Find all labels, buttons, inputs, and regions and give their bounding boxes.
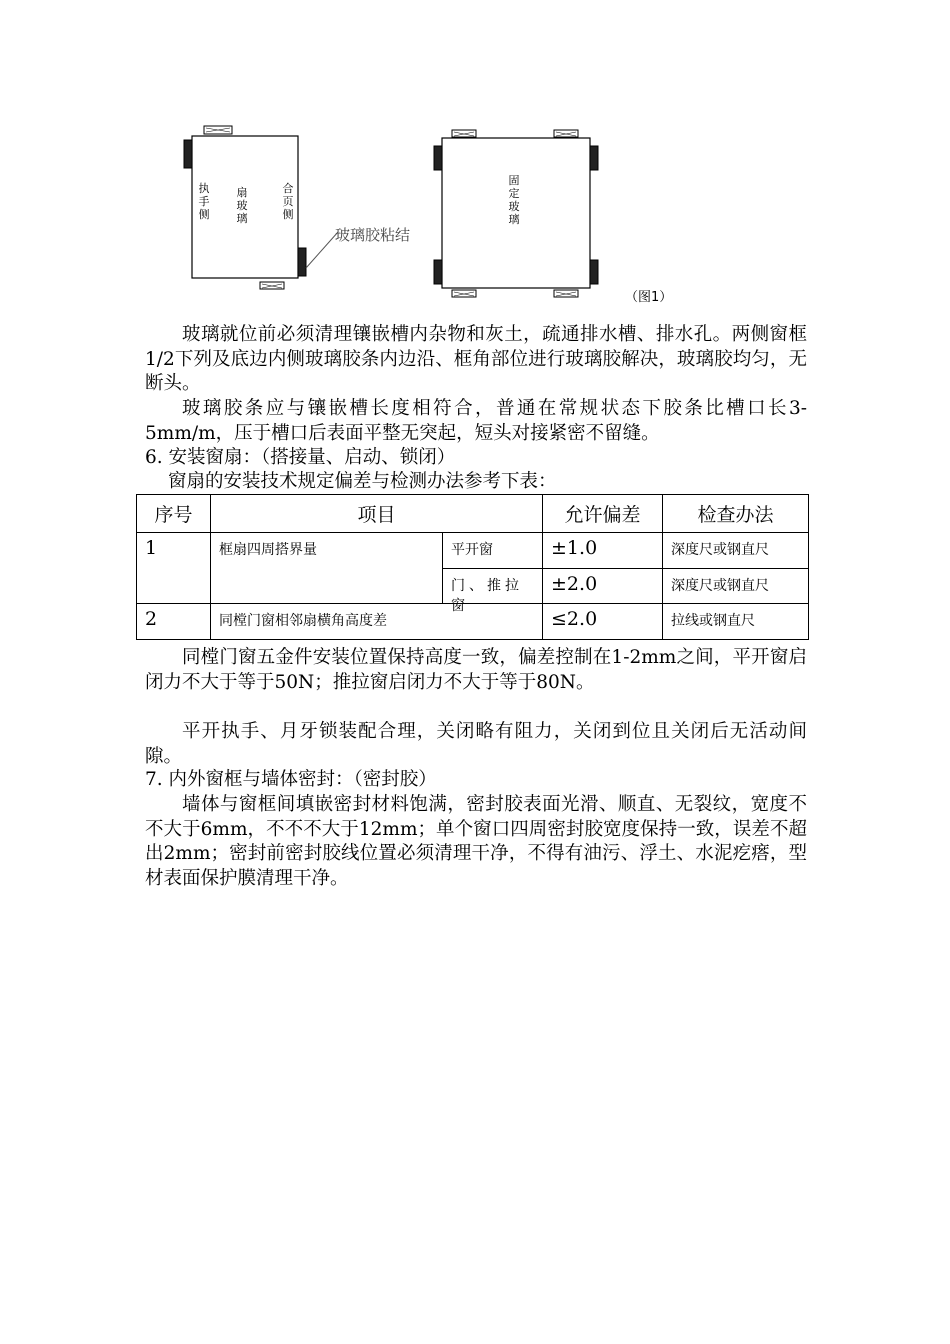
paragraph: 墙体与窗框间填嵌密封材料饱满，密封胶表面光滑、顺直、无裂纹，宽度不不大于6mm，不不不大于12mm；单个窗口四周密封胶宽度保持一致，误差不超出2mm；密封前密封胶线位置必须清理干净，不得有油污、浮土、水泥疙瘩，型材表面保护膜清理干净。 [145,794,807,889]
paragraph: 玻璃胶条应与镶嵌槽长度相符合，普通在常规状态下胶条比槽口长3-5mm/m，压于槽口后表面平整无突起，短头对接紧密不留缝。 [145,398,807,444]
setting-block [434,260,442,284]
table-cell: 2 [137,604,211,640]
setting-block [434,146,442,170]
table-cell: 同樘门窗相邻扇横角高度差 [211,604,543,640]
table-cell: 深度尺或钢直尺 [663,533,809,569]
setting-block [184,140,192,168]
section-heading: 6. 安装窗扇：（搭接量、启动、锁闭） [145,447,456,468]
table-header: 检查办法 [663,495,809,533]
table-cell: 拉线或钢直尺 [663,604,809,640]
setting-block [590,260,598,284]
setting-block [298,248,306,276]
table-cell: ±1.0 [543,533,663,569]
table-cell: ±2.0 [543,569,663,604]
sash-glass-label: 扇玻璃 [236,186,248,225]
table-header: 序号 [137,495,211,533]
table-cell: 深度尺或钢直尺 [663,569,809,604]
table-header: 项目 [211,495,543,533]
setting-block [590,146,598,170]
table-cell: 平开窗 [443,533,543,569]
handle-side-label: 执手侧 [198,182,210,221]
window-diagram [170,118,690,318]
section-heading: 7. 内外窗框与墙体密封：（密封胶） [145,769,437,790]
table-cell: ≤2.0 [543,604,663,640]
paragraph: 玻璃就位前必须清理镶嵌槽内杂物和灰土，疏通排水槽、排水孔。两侧窗框1/2下列及底边内侧玻璃胶条内边沿、框角部位进行玻璃胶解决，玻璃胶均匀，无断头。 [145,324,807,394]
figure-caption: （图1） [625,290,673,305]
table-cell: 门、推拉窗 [443,569,543,604]
table-cell: 1 [137,533,211,604]
figure-1 [170,118,690,318]
glue-label: 玻璃胶粘结 [335,226,411,244]
glue-leader-line [306,232,338,268]
paragraph: 同樘门窗五金件安装位置保持高度一致，偏差控制在1-2mm之间，平开窗启闭力不大于等于50N；推拉窗启闭力不大于等于80N。 [145,647,807,693]
fixed-glass-label: 固定玻璃 [508,174,520,226]
tolerance-table [136,494,809,640]
table-header: 允许偏差 [543,495,663,533]
table-cell: 框扇四周搭界量 [211,533,443,604]
hinge-side-label: 合页侧 [282,182,294,221]
table-intro: 窗扇的安装技术规定偏差与检测办法参考下表： [168,471,557,492]
paragraph: 平开执手、月牙锁装配合理，关闭略有阻力，关闭到位且关闭后无活动间隙。 [145,721,807,767]
